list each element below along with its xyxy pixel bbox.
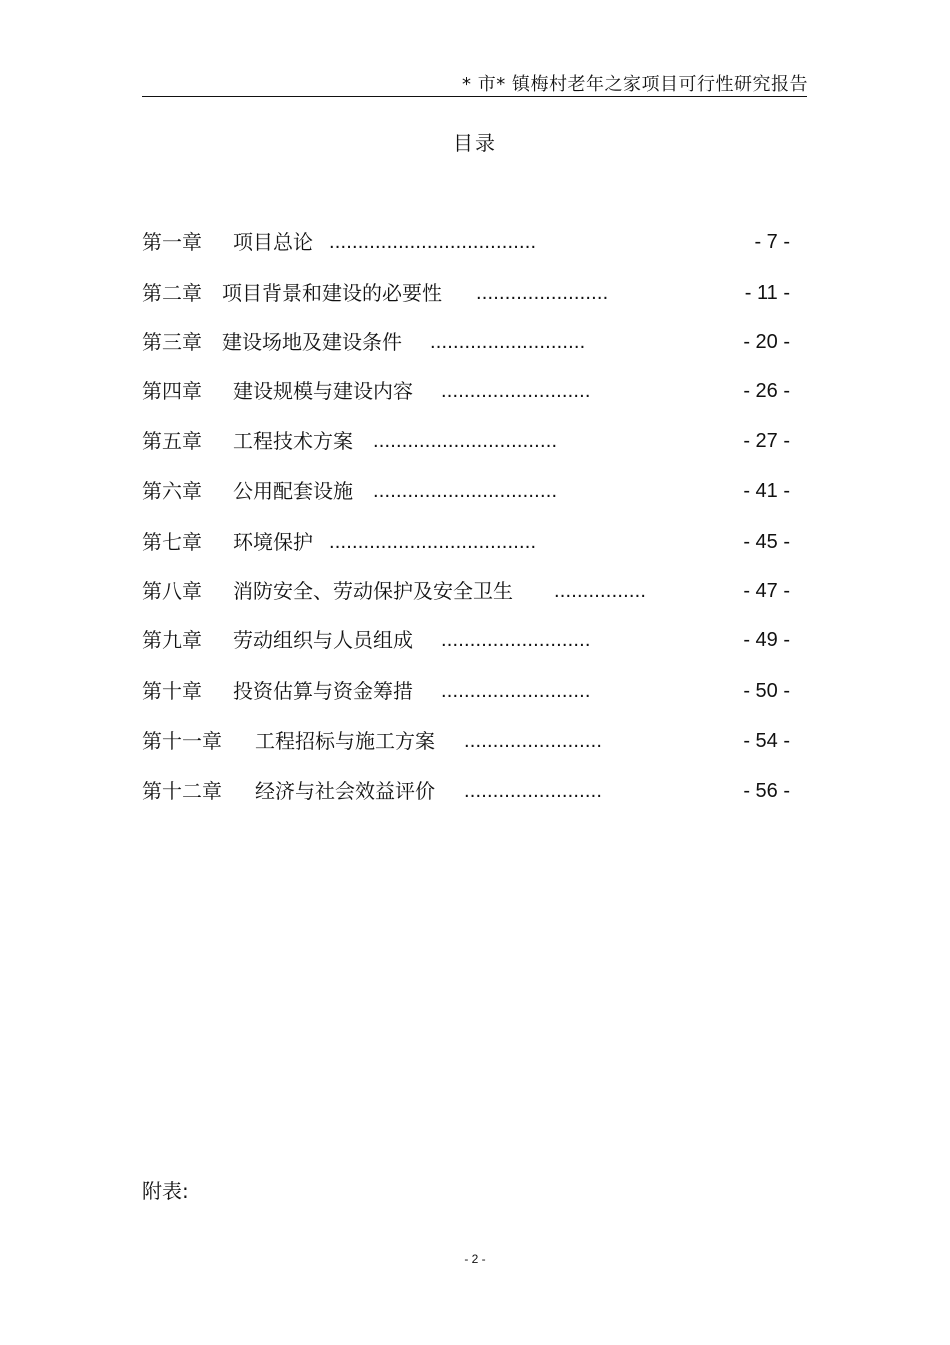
toc-chapter-label: 第十章 [142,679,202,703]
toc-entry-2[interactable] [142,278,790,308]
page-number: - 2 - [464,1252,486,1266]
toc-page-number: - 26 - [743,380,790,402]
toc-leader-dots: ................................ [373,480,558,502]
appendix-label: 附表: [142,1179,189,1203]
running-header-title: * 市* 镇梅村老年之家项目可行性研究报告 [462,74,808,95]
toc-leader-dots: .......................... [441,680,591,702]
toc-chapter-label: 第十二章 [142,779,222,803]
toc-leader-dots: ........................ [464,730,603,752]
toc-chapter-label: 第八章 [142,579,202,603]
toc-entry-3[interactable] [142,327,790,357]
toc-leader-dots: .......................... [441,629,591,651]
toc-entry-1[interactable] [142,227,790,257]
toc-entry-title: 公用配套设施 [233,479,353,503]
toc-entry-8[interactable] [142,576,790,606]
toc-page-number: - 20 - [743,331,790,353]
toc-page-number: - 27 - [743,430,790,452]
toc-page-number: - 56 - [743,780,790,802]
toc-page-number: - 47 - [743,580,790,602]
toc-entry-6[interactable] [142,476,790,506]
toc-entry-title: 消防安全、劳动保护及安全卫生 [233,579,513,603]
toc-page-number: - 41 - [743,480,790,502]
toc-entry-title: 劳动组织与人员组成 [233,628,413,652]
toc-entry-10[interactable] [142,676,790,706]
toc-entry-12[interactable] [142,776,790,806]
toc-chapter-label: 第九章 [142,628,202,652]
toc-chapter-label: 第十一章 [142,729,222,753]
toc-page-number: - 11 - [744,282,790,304]
toc-leader-dots: .................................... [329,531,537,553]
toc-entry-title: 建设规模与建设内容 [233,379,413,403]
toc-entry-title: 项目总论 [233,230,313,254]
toc-entry-title: 环境保护 [233,530,313,554]
toc-entry-title: 项目背景和建设的必要性 [222,281,442,305]
toc-page-number: - 49 - [743,629,790,651]
toc-chapter-label: 第六章 [142,479,202,503]
toc-entry-title: 工程技术方案 [233,429,353,453]
toc-entry-title: 投资估算与资金筹措 [233,679,413,703]
toc-leader-dots: .......................... [441,380,591,402]
toc-entry-9[interactable] [142,625,790,655]
toc-leader-dots: ................................ [373,430,558,452]
toc-chapter-label: 第五章 [142,429,202,453]
toc-chapter-label: 第三章 [142,330,202,354]
toc-leader-dots: ........................... [430,331,586,353]
toc-chapter-label: 第一章 [142,230,202,254]
toc-chapter-label: 第七章 [142,530,202,554]
toc-page-number: - 45 - [743,531,790,553]
toc-entry-title: 经济与社会效益评价 [255,779,435,803]
toc-entry-7[interactable] [142,527,790,557]
toc-title: 目录 [453,131,497,155]
header-divider [142,96,807,97]
toc-entry-4[interactable] [142,376,790,406]
toc-page-number: - 54 - [743,730,790,752]
toc-leader-dots: ........................ [464,780,603,802]
toc-leader-dots: ....................... [476,282,609,304]
toc-leader-dots: ................ [554,580,647,602]
toc-chapter-label: 第四章 [142,379,202,403]
toc-entry-5[interactable] [142,426,790,456]
toc-entry-11[interactable] [142,726,790,756]
toc-entry-title: 建设场地及建设条件 [222,330,402,354]
toc-entry-title: 工程招标与施工方案 [255,729,435,753]
toc-page-number: - 50 - [743,680,790,702]
toc-chapter-label: 第二章 [142,281,202,305]
toc-leader-dots: .................................... [329,231,537,253]
toc-page-number: - 7 - [754,231,790,253]
